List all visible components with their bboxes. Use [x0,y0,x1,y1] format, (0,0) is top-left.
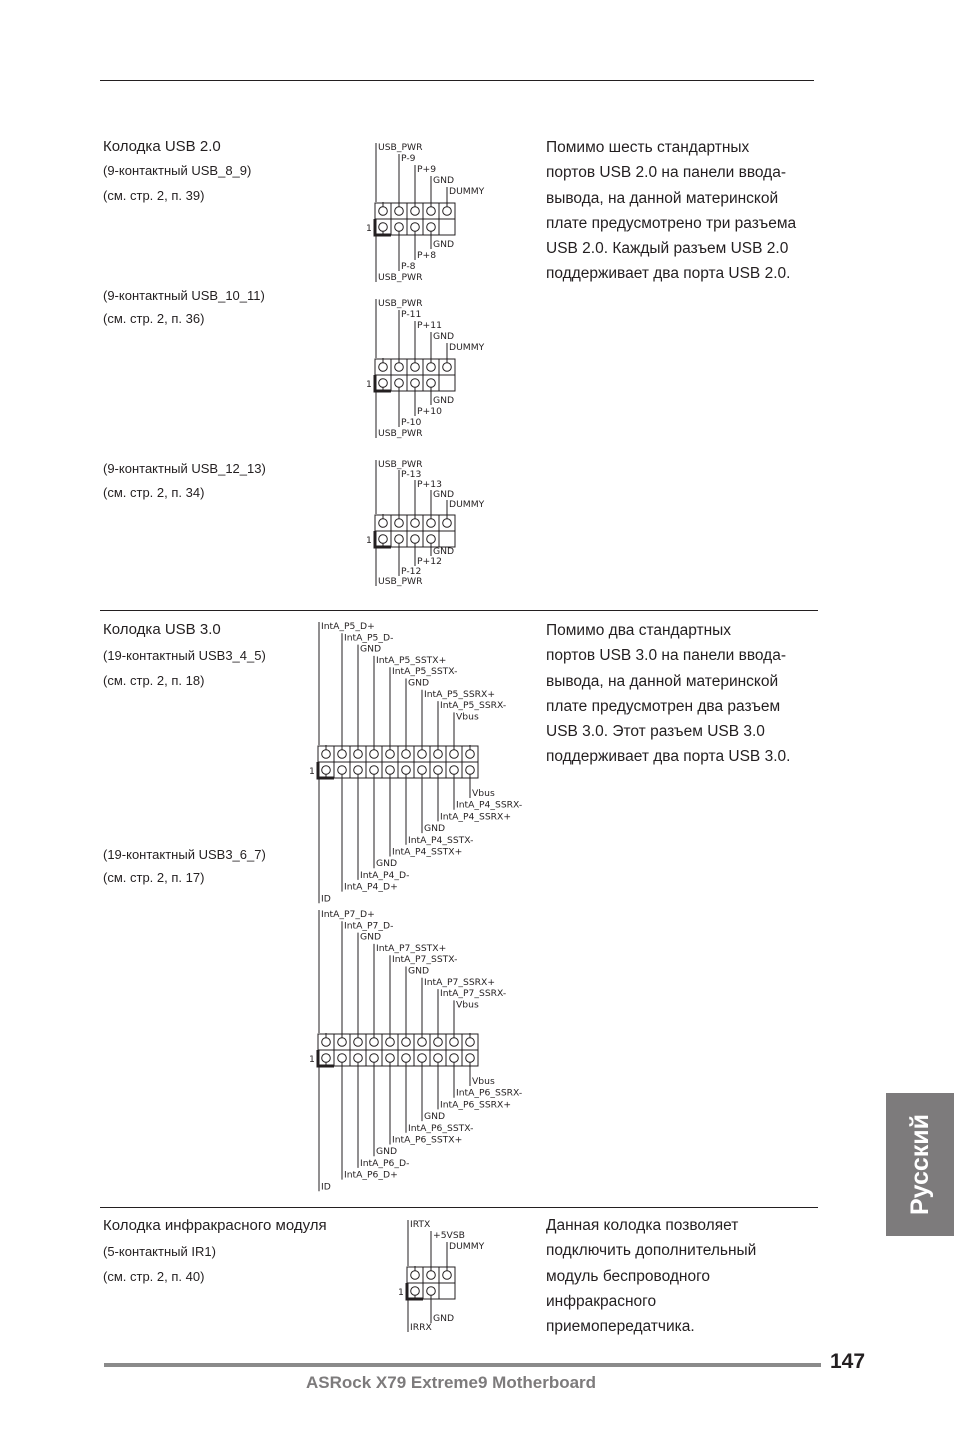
usb2-title: Колодка USB 2.0 [103,138,221,155]
pin-label: ID [321,893,331,905]
pin-label: GND [433,395,455,406]
pin-label: P-8 [401,261,416,272]
pin-label: IntA_P6_D- [360,1157,410,1169]
pin-label: GND [360,931,382,943]
pin-circle [411,1287,420,1296]
ir-desc-line: модуль беспроводного [546,1267,711,1285]
pin-label: P-9 [401,153,416,164]
pin-label: GND [360,643,382,655]
pin-label: GND [376,1146,398,1158]
footer-product: ASRock X79 Extreme9 Motherboard [306,1373,597,1392]
usb2-desc-line: вывода, на данной материнской [546,189,779,207]
language-tab-label: Русский [905,1113,934,1216]
pin-label: IntA_P5_SSRX+ [424,688,496,700]
pin-label: IntA_P5_D- [344,632,394,644]
usb2-desc-line: USB 2.0. Каждый разъем USB 2.0 [546,240,789,258]
pin-label: IntA_P6_SSTX- [408,1122,474,1134]
pin-label: IntA_P4_D- [360,869,410,881]
pin-label: IntA_P5_SSTX- [392,666,458,678]
pin-cell [439,1283,455,1299]
pin-label: GND [408,677,430,689]
pin-circle [443,1271,452,1280]
pin-label: IntA_P7_SSRX+ [424,976,496,988]
pin1-label: 1 [366,223,372,234]
ir-title: Колодка инфракрасного модуля [103,1217,327,1234]
usb3-h1-ref: (см. стр. 2, п. 18) [103,673,205,688]
pin-label: IntA_P4_D+ [344,881,398,893]
pin-circle [427,1271,436,1280]
pin-label: GND [376,858,398,870]
pin-label: Vbus [472,788,495,799]
pin1-label: 1 [309,766,315,777]
pin-label: DUMMY [449,342,485,353]
pin-label: Vbus [456,711,479,723]
usb2-h1-pins: (9-контактный USB_8_9) [103,163,252,178]
pin-label: USB_PWR [378,428,423,439]
pin-label: IntA_P7_D+ [321,909,375,920]
pin1-label: 1 [398,1287,404,1298]
pin-label: GND [433,489,455,500]
pin-label: P+8 [417,250,437,261]
pin-label: USB_PWR [378,272,423,283]
ir-desc-line: инфракрасного [546,1292,657,1310]
usb2-desc-line: плате предусмотрено три разъема [546,214,797,232]
pin-label: P+12 [417,556,442,567]
usb2-h3-ref: (см. стр. 2, п. 34) [103,485,205,500]
pin-label: USB_PWR [378,459,423,470]
pin-label: P+11 [417,320,442,331]
usb2-desc-line: Помимо шесть стандартных [546,139,750,156]
pin-label: IntA_P7_SSTX+ [376,942,447,954]
pin-label: +5VSB [433,1230,465,1241]
pin-label: IntA_P4_SSTX+ [392,846,463,858]
pin-label: IntA_P5_SSRX- [440,700,507,712]
usb2-desc-line: поддерживает два порта USB 2.0. [546,265,791,283]
pin-label: USB_PWR [378,298,423,309]
usb3-desc-line: вывода, на данной материнской [546,672,779,690]
pin-label: USB_PWR [378,576,423,587]
pin-label: USB_PWR [378,142,423,153]
usb2-h2-ref: (см. стр. 2, п. 36) [103,311,205,326]
pin1-label: 1 [366,535,372,546]
pin-label: IntA_P4_SSRX- [456,799,523,811]
footer-rule [104,1363,821,1367]
pin-circle [427,1287,436,1296]
usb3-desc-line: USB 3.0. Этот разъем USB 3.0 [546,723,765,741]
ir-ref: (см. стр. 2, п. 40) [103,1269,205,1284]
pin-label: GND [433,331,455,342]
pin-label: IRTX [410,1219,431,1230]
pin-label: IntA_P6_SSTX+ [392,1134,463,1146]
pin-label: GND [424,823,446,835]
pin-label: IntA_P7_D- [344,920,394,932]
pin1-label: 1 [366,379,372,390]
pin-label: GND [433,546,455,557]
pin-label: IntA_P7_SSTX- [392,954,458,966]
usb3-desc-line: поддерживает два порта USB 3.0. [546,748,791,766]
pin-label: P-10 [401,417,422,428]
pin-label: DUMMY [449,499,485,510]
pin-label: P+13 [417,479,442,490]
ir-desc-line: приемопередатчика. [546,1318,695,1336]
pin-label: GND [433,175,455,186]
pin1-label: 1 [309,1054,315,1065]
usb2-desc-line: портов USB 2.0 на панели ввода- [546,164,786,182]
ir-pins: (5-контактный IR1) [103,1244,216,1259]
pin-label: ID [321,1181,331,1193]
ir-desc-line: подключить дополнительный [546,1242,757,1260]
usb3-desc-line: портов USB 3.0 на панели ввода- [546,647,786,665]
language-tab [886,1093,954,1236]
usb2-h3-pins: (9-контактный USB_12_13) [103,461,266,476]
pin-label: P-12 [401,566,422,577]
pin-label: IntA_P6_D+ [344,1169,398,1181]
pin-label: GND [433,1313,455,1324]
pin-circle [411,1271,420,1280]
pin-label: IntA_P4_SSTX- [408,834,474,846]
pin-label: DUMMY [449,186,485,197]
pin-label: GND [424,1111,446,1123]
pin-label: IntA_P6_SSRX- [456,1087,523,1099]
pin-label: P+9 [417,164,437,175]
page-number: 147 [830,1350,866,1373]
usb3-h2-ref: (см. стр. 2, п. 17) [103,870,205,885]
pin-label: GND [433,239,455,250]
usb3-desc-line: плате предусмотрен два разъем [546,697,781,715]
pin-label: DUMMY [449,1241,485,1252]
usb3-desc-line: Помимо два стандартных [546,622,732,639]
pin-label: Vbus [472,1076,495,1087]
usb3-h1-pins: (19-контактный USB3_4_5) [103,648,266,663]
pin-label: IntA_P5_SSTX+ [376,654,447,666]
pin-label: P+10 [417,406,442,417]
pin-label: IntA_P6_SSRX+ [440,1099,512,1111]
pin-label: P-11 [401,309,422,320]
pin-label: P-13 [401,469,422,480]
ir-desc-line: Данная колодка позволяет [546,1217,739,1234]
usb2-h2-pins: (9-контактный USB_10_11) [103,288,265,303]
usb3-h2-pins: (19-контактный USB3_6_7) [103,847,266,862]
usb3-title: Колодка USB 3.0 [103,621,221,638]
pin-label: IntA_P5_D+ [321,621,375,632]
pin-label: IRRX [410,1322,432,1333]
pin-label: GND [408,965,430,977]
pin-label: IntA_P4_SSRX+ [440,811,512,823]
pin-label: Vbus [456,999,479,1011]
usb2-h1-ref: (см. стр. 2, п. 39) [103,188,205,203]
pin-label: IntA_P7_SSRX- [440,988,507,1000]
